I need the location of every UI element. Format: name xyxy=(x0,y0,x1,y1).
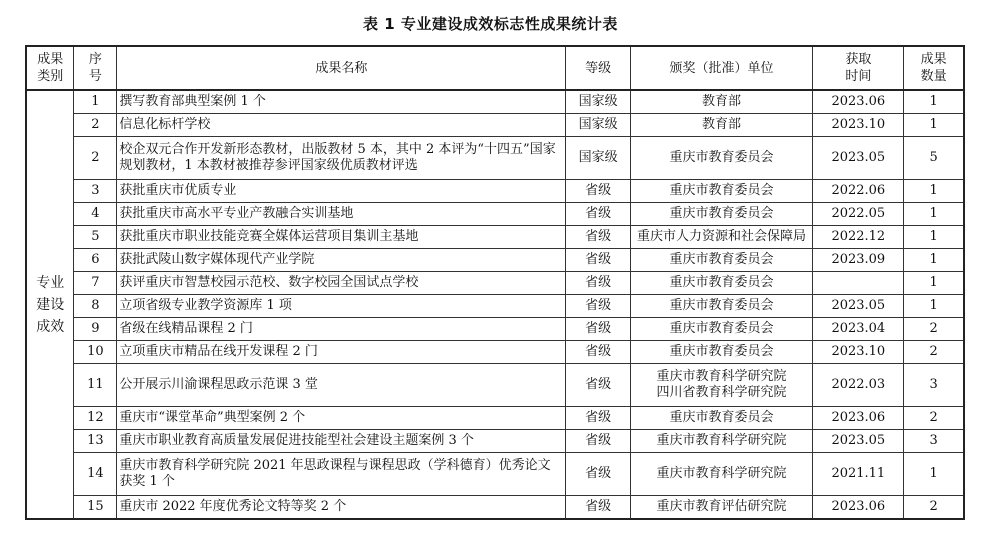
count-cell: 3 xyxy=(904,364,964,407)
table-header xyxy=(26,46,964,90)
name-cell: 获评重庆市智慧校园示范校、数字校园全国试点学校 xyxy=(117,272,566,295)
seq-cell: 7 xyxy=(74,272,117,295)
name-cell: 重庆市教育科学研究院 2021 年思政课程与课程思政（学科德育）优秀论文获奖 1 个 xyxy=(117,453,566,496)
header-issuer: 颁奖（批准）单位 xyxy=(630,46,813,90)
name-cell: 重庆市职业教育高质量发展促进技能型社会建设主题案例 3 个 xyxy=(117,430,566,453)
level-cell: 省级 xyxy=(566,295,630,318)
table-row xyxy=(26,137,964,180)
issuer-cell: 重庆市教育科学研究院 四川省教育科学研究院 xyxy=(630,364,813,407)
level-cell: 省级 xyxy=(566,453,630,496)
time-cell xyxy=(813,272,904,295)
time-cell: 2023.10 xyxy=(813,114,904,137)
time-cell: 2023.09 xyxy=(813,249,904,272)
header-level: 等级 xyxy=(566,46,630,90)
count-cell: 1 xyxy=(904,90,964,114)
name-cell: 撰写教育部典型案例 1 个 xyxy=(117,90,566,114)
table-row xyxy=(26,203,964,226)
header-seq: 序 号 xyxy=(74,46,117,90)
name-cell: 校企双元合作开发新形态教材，出版教材 5 本，其中 2 本评为“十四五”国家规划教材，1 本教材被推荐参评国家级优质教材评选 xyxy=(117,137,566,180)
time-cell: 2023.06 xyxy=(813,90,904,114)
count-cell: 1 xyxy=(904,203,964,226)
issuer-cell: 重庆市教育委员会 xyxy=(630,180,813,203)
achievements-table xyxy=(25,45,965,520)
table-row xyxy=(26,341,964,364)
table-row xyxy=(26,249,964,272)
table-body xyxy=(26,90,964,519)
table-row xyxy=(26,295,964,318)
issuer-cell: 重庆市人力资源和社会保障局 xyxy=(630,226,813,249)
level-cell: 省级 xyxy=(566,249,630,272)
time-cell: 2022.06 xyxy=(813,180,904,203)
name-cell: 获批重庆市职业技能竞赛全媒体运营项目集训主基地 xyxy=(117,226,566,249)
issuer-cell: 重庆市教育科学研究院 xyxy=(630,430,813,453)
count-cell: 1 xyxy=(904,226,964,249)
header-time: 获取 时间 xyxy=(813,46,904,90)
count-cell: 2 xyxy=(904,318,964,341)
count-cell: 1 xyxy=(904,295,964,318)
count-cell: 3 xyxy=(904,430,964,453)
level-cell: 省级 xyxy=(566,341,630,364)
table-row xyxy=(26,90,964,114)
seq-cell: 15 xyxy=(74,496,117,520)
name-cell: 信息化标杆学校 xyxy=(117,114,566,137)
level-cell: 省级 xyxy=(566,180,630,203)
seq-cell: 14 xyxy=(74,453,117,496)
count-cell: 2 xyxy=(904,341,964,364)
time-cell: 2023.05 xyxy=(813,295,904,318)
name-cell: 公开展示川渝课程思政示范课 3 堂 xyxy=(117,364,566,407)
level-cell: 省级 xyxy=(566,203,630,226)
table-row xyxy=(26,453,964,496)
seq-cell: 8 xyxy=(74,295,117,318)
seq-cell: 13 xyxy=(74,430,117,453)
name-cell: 立项省级专业教学资源库 1 项 xyxy=(117,295,566,318)
seq-cell: 4 xyxy=(74,203,117,226)
time-cell: 2023.06 xyxy=(813,407,904,430)
time-cell: 2022.05 xyxy=(813,203,904,226)
issuer-cell: 重庆市教育委员会 xyxy=(630,295,813,318)
time-cell: 2022.12 xyxy=(813,226,904,249)
time-cell: 2021.11 xyxy=(813,453,904,496)
level-cell: 省级 xyxy=(566,496,630,520)
count-cell: 1 xyxy=(904,180,964,203)
table-title: 表 1 专业建设成效标志性成果统计表 xyxy=(363,15,618,33)
time-cell: 2022.03 xyxy=(813,364,904,407)
header-count: 成果 数量 xyxy=(904,46,964,90)
count-cell: 1 xyxy=(904,453,964,496)
issuer-cell: 重庆市教育委员会 xyxy=(630,272,813,295)
issuer-cell: 重庆市教育评估研究院 xyxy=(630,496,813,520)
level-cell: 国家级 xyxy=(566,90,630,114)
issuer-cell: 重庆市教育委员会 xyxy=(630,318,813,341)
issuer-cell: 重庆市教育委员会 xyxy=(630,407,813,430)
count-cell: 2 xyxy=(904,496,964,520)
table-row xyxy=(26,272,964,295)
count-cell: 1 xyxy=(904,249,964,272)
issuer-cell: 教育部 xyxy=(630,114,813,137)
issuer-cell: 重庆市教育委员会 xyxy=(630,341,813,364)
seq-cell: 11 xyxy=(74,364,117,407)
count-cell: 2 xyxy=(904,407,964,430)
count-cell: 1 xyxy=(904,272,964,295)
name-cell: 获批重庆市高水平专业产教融合实训基地 xyxy=(117,203,566,226)
seq-cell: 2 xyxy=(74,137,117,180)
header-name: 成果名称 xyxy=(117,46,566,90)
level-cell: 省级 xyxy=(566,272,630,295)
table-row xyxy=(26,180,964,203)
table-row xyxy=(26,114,964,137)
level-cell: 省级 xyxy=(566,407,630,430)
time-cell: 2023.10 xyxy=(813,341,904,364)
level-cell: 省级 xyxy=(566,226,630,249)
level-cell: 国家级 xyxy=(566,114,630,137)
table-row xyxy=(26,318,964,341)
issuer-cell: 重庆市教育委员会 xyxy=(630,203,813,226)
name-cell: 省级在线精品课程 2 门 xyxy=(117,318,566,341)
table-row xyxy=(26,226,964,249)
time-cell: 2023.04 xyxy=(813,318,904,341)
issuer-cell: 教育部 xyxy=(630,90,813,114)
level-cell: 省级 xyxy=(566,318,630,341)
seq-cell: 9 xyxy=(74,318,117,341)
name-cell: 获批武陵山数字媒体现代产业学院 xyxy=(117,249,566,272)
seq-cell: 5 xyxy=(74,226,117,249)
seq-cell: 2 xyxy=(74,114,117,137)
issuer-cell: 重庆市教育科学研究院 xyxy=(630,453,813,496)
table-row xyxy=(26,496,964,520)
seq-cell: 6 xyxy=(74,249,117,272)
header-category: 成果 类别 xyxy=(26,46,74,90)
table-row xyxy=(26,364,964,407)
name-cell: 获批重庆市优质专业 xyxy=(117,180,566,203)
seq-cell: 3 xyxy=(74,180,117,203)
name-cell: 重庆市“课堂革命”典型案例 2 个 xyxy=(117,407,566,430)
table-row xyxy=(26,430,964,453)
table-row xyxy=(26,407,964,430)
level-cell: 省级 xyxy=(566,364,630,407)
category-cell: 专业 建设 成效 xyxy=(26,90,74,519)
seq-cell: 12 xyxy=(74,407,117,430)
name-cell: 重庆市 2022 年度优秀论文特等奖 2 个 xyxy=(117,496,566,520)
issuer-cell: 重庆市教育委员会 xyxy=(630,249,813,272)
count-cell: 5 xyxy=(904,137,964,180)
time-cell: 2023.05 xyxy=(813,430,904,453)
seq-cell: 10 xyxy=(74,341,117,364)
count-cell: 1 xyxy=(904,114,964,137)
level-cell: 国家级 xyxy=(566,137,630,180)
name-cell: 立项重庆市精品在线开发课程 2 门 xyxy=(117,341,566,364)
issuer-cell: 重庆市教育委员会 xyxy=(630,137,813,180)
seq-cell: 1 xyxy=(74,90,117,114)
time-cell: 2023.05 xyxy=(813,137,904,180)
time-cell: 2023.06 xyxy=(813,496,904,520)
level-cell: 省级 xyxy=(566,430,630,453)
